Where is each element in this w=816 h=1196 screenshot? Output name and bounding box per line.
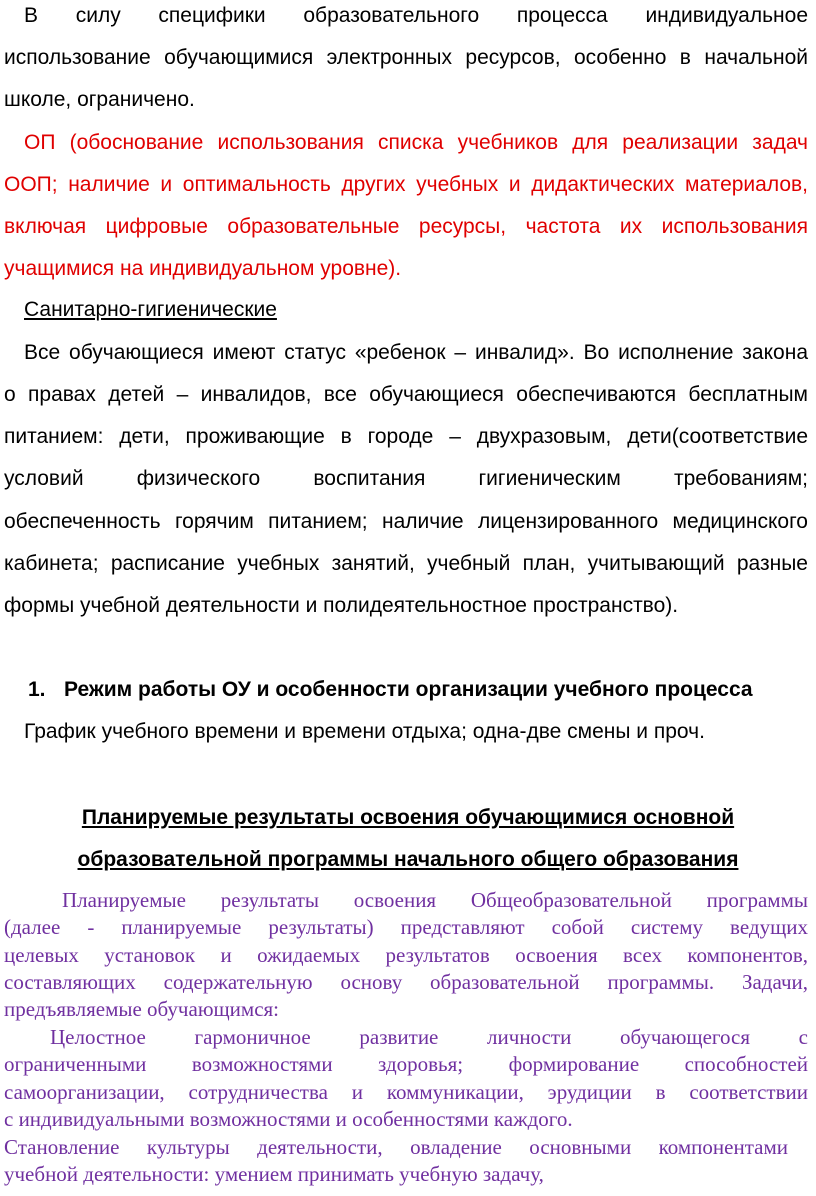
section-1-title: Режим работы ОУ и особенности организации учебного процесса [64,678,753,701]
paragraph-5-line-2: ограниченными возможностями здоровья; формирование способностей [4,1052,808,1076]
paragraph-6-line-2: учебной деятельности: умением принимать учебную задачу, [4,1162,544,1186]
paragraph-4-line-2: (далее - планируемые результаты) представляют собой систему ведущих [4,915,808,939]
paragraph-4-line-3: целевых установок и ожидаемых результатов освоения всех компонентов, [4,943,808,967]
paragraph-1-line-1: В силу специфики образовательного процесса индивидуальное [24,4,808,27]
paragraph-2-line-1: ОП (обоснование использования списка учебников для реализации задач [24,131,808,154]
section-1-number: 1. [28,678,46,701]
paragraph-2-line-2: ООП; наличие и оптимальность других учебных и дидактических материалов, [4,173,808,196]
paragraph-4-line-5: предъявляемые обучающимся: [4,997,280,1021]
paragraph-4-line-4: составляющих содержательную основу образовательной программы. Задачи, [4,970,808,994]
paragraph-3-line-3: питанием: дети, проживающие в городе – двухразовым, дети(соответствие [4,425,808,448]
paragraph-4-line-1: Планируемые результаты освоения Общеобразовательной программы [62,888,808,912]
paragraph-3-line-6: кабинета; расписание учебных занятий, учебный план, учитывающий разные [4,552,808,575]
paragraph-1-line-3: школе, ограничено. [4,88,195,111]
section-1-text: График учебного времени и времени отдыха; одна-две смены и проч. [24,720,705,743]
paragraph-3-line-2: о правах детей – инвалидов, все обучающиеся обеспечиваются бесплатным [4,383,808,406]
paragraph-3-line-1: Все обучающиеся имеют статус «ребенок – инвалид». Во исполнение закона [24,341,808,364]
paragraph-2-line-3: включая цифровые образовательные ресурсы, частота их использования [4,215,808,238]
paragraph-3-line-5: обеспеченность горячим питанием; наличие лицензированного медицинского [4,510,808,533]
planned-results-heading-line-1: Планируемые результаты освоения обучающимися основной [81,806,735,829]
paragraph-1-line-2: использование обучающимися электронных ресурсов, особенно в начальной [4,46,808,69]
paragraph-3-line-4: условий физического воспитания гигиеническим требованиям; [4,467,808,490]
paragraph-5-line-1: Целостное гармоничное развитие личности обучающегося с [50,1025,808,1049]
paragraph-6-line-1: Становление культуры деятельности, овладение основными компонентами [4,1135,788,1159]
paragraph-5-line-4: с индивидуальными возможностями и особенностями каждого. [4,1107,573,1131]
sanitary-heading: Санитарно-гигиенические [24,298,277,321]
paragraph-2-line-4: учащимися на индивидуальном уровне). [4,257,402,280]
planned-results-heading-line-2: образовательной программы начального общего образования [77,848,739,871]
paragraph-3-line-7: формы учебной деятельности и полидеятельностное пространство). [4,594,679,617]
paragraph-5-line-3: самоорганизации, сотрудничества и коммуникации, эрудиции в соответствии [4,1080,808,1104]
